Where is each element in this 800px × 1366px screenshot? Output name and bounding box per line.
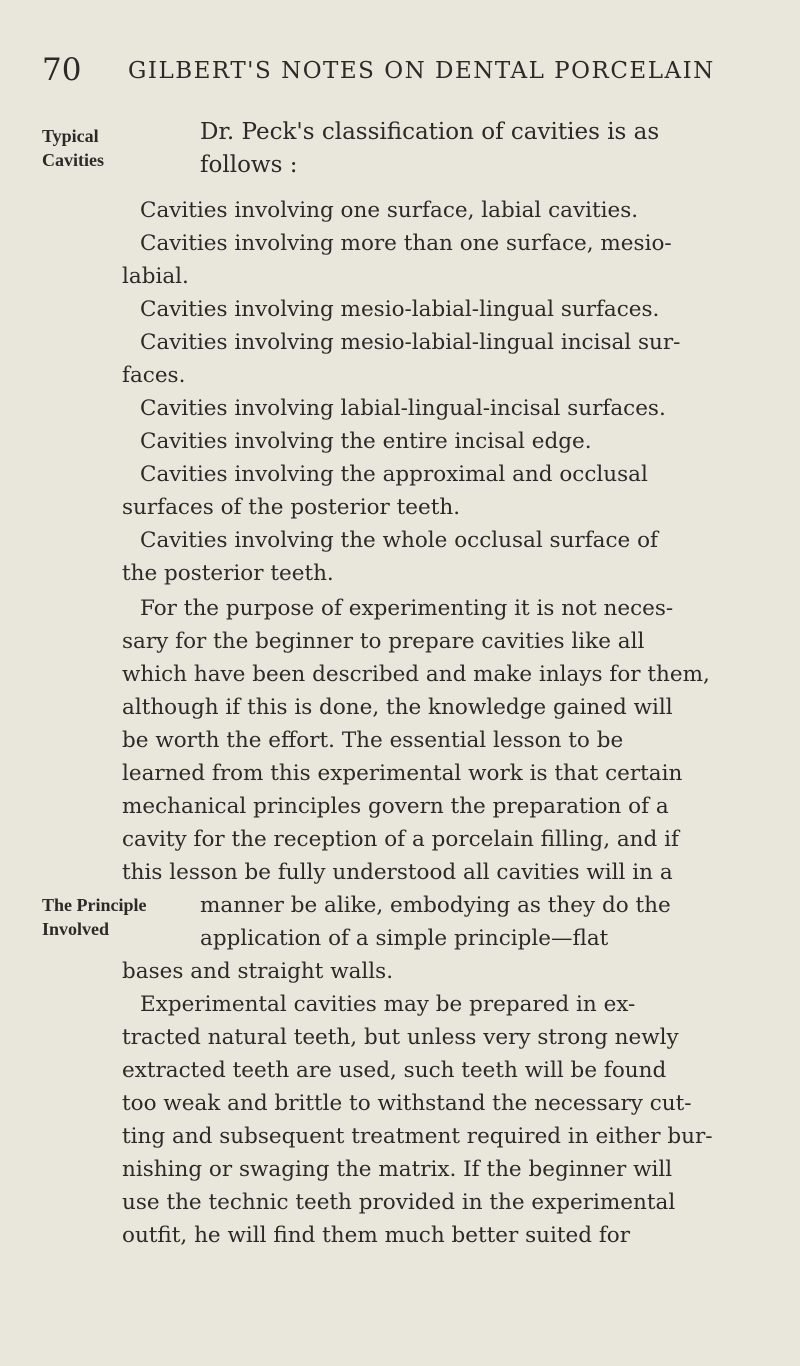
list-item: Cavities involving one surface, labial cavities.	[140, 198, 639, 223]
list-item: Cavities involving more than one surface, mesio-	[140, 231, 672, 256]
text-line: manner be alike, embodying as they do the	[200, 893, 671, 918]
side-note-typical-cavities	[42, 124, 104, 172]
text-line: mechanical principles govern the preparation of a	[122, 794, 669, 819]
list-item: Cavities involving the whole occlusal surface of	[140, 528, 658, 553]
text-line: Dr. Peck's classification of cavities is as	[200, 119, 660, 145]
text-line: application of a simple principle—flat	[200, 926, 609, 951]
text-line: follows :	[200, 152, 298, 178]
page-number: 70	[42, 52, 82, 88]
text-line: outfit, he will find them much better suited for	[122, 1223, 631, 1248]
text-line: cavity for the reception of a porcelain filling, and if	[122, 827, 679, 852]
paragraph-experimenting-end	[122, 955, 762, 988]
text-line: although if this is done, the knowledge gained will	[122, 695, 673, 720]
list-item: Cavities involving mesio-labial-lingual incisal sur-	[140, 330, 681, 355]
list-item: Cavities involving the approximal and occlusal	[140, 462, 648, 487]
list-item: Cavities involving the entire incisal edge.	[140, 429, 592, 454]
side-note-line: The Principle	[42, 895, 147, 915]
list-item: Cavities involving labial-lingual-incisal surfaces.	[140, 396, 666, 421]
paragraph-experimenting-continued	[200, 889, 770, 955]
classification-list	[122, 194, 762, 590]
list-item-continuation: surfaces of the posterior teeth.	[122, 495, 461, 520]
list-item: Cavities involving mesio-labial-lingual surfaces.	[140, 297, 660, 322]
text-line: sary for the beginner to prepare cavities like all	[122, 629, 645, 654]
text-line: ting and subsequent treatment required in either bur-	[122, 1124, 713, 1149]
side-note-line: Involved	[42, 919, 110, 939]
text-line: which have been described and make inlays for them,	[122, 662, 710, 687]
paragraph-experimenting	[122, 592, 762, 889]
text-line: too weak and brittle to withstand the necessary cut-	[122, 1091, 692, 1116]
intro-paragraph	[200, 116, 770, 182]
side-note-line: Typical	[42, 126, 99, 146]
list-item-continuation: the posterior teeth.	[122, 561, 334, 586]
running-title: GILBERT'S NOTES ON DENTAL PORCELAIN	[128, 58, 715, 84]
text-line: extracted teeth are used, such teeth will be found	[122, 1058, 667, 1083]
text-line: For the purpose of experimenting it is not neces-	[140, 596, 674, 621]
text-line: learned from this experimental work is that certain	[122, 761, 683, 786]
paragraph-experimental-cavities	[122, 988, 762, 1252]
side-note-line: Cavities	[42, 150, 104, 170]
text-line: nishing or swaging the matrix. If the beginner will	[122, 1157, 673, 1182]
side-note-principle-involved	[42, 893, 147, 941]
list-item-continuation: labial.	[122, 264, 189, 289]
text-line: use the technic teeth provided in the experimental	[122, 1190, 676, 1215]
text-line: be worth the effort. The essential lesson to be	[122, 728, 624, 753]
text-line: this lesson be fully understood all cavities will in a	[122, 860, 673, 885]
list-item-continuation: faces.	[122, 363, 186, 388]
text-line: Experimental cavities may be prepared in ex-	[140, 992, 636, 1017]
text-line: tracted natural teeth, but unless very strong newly	[122, 1025, 679, 1050]
text-line: bases and straight walls.	[122, 959, 394, 984]
